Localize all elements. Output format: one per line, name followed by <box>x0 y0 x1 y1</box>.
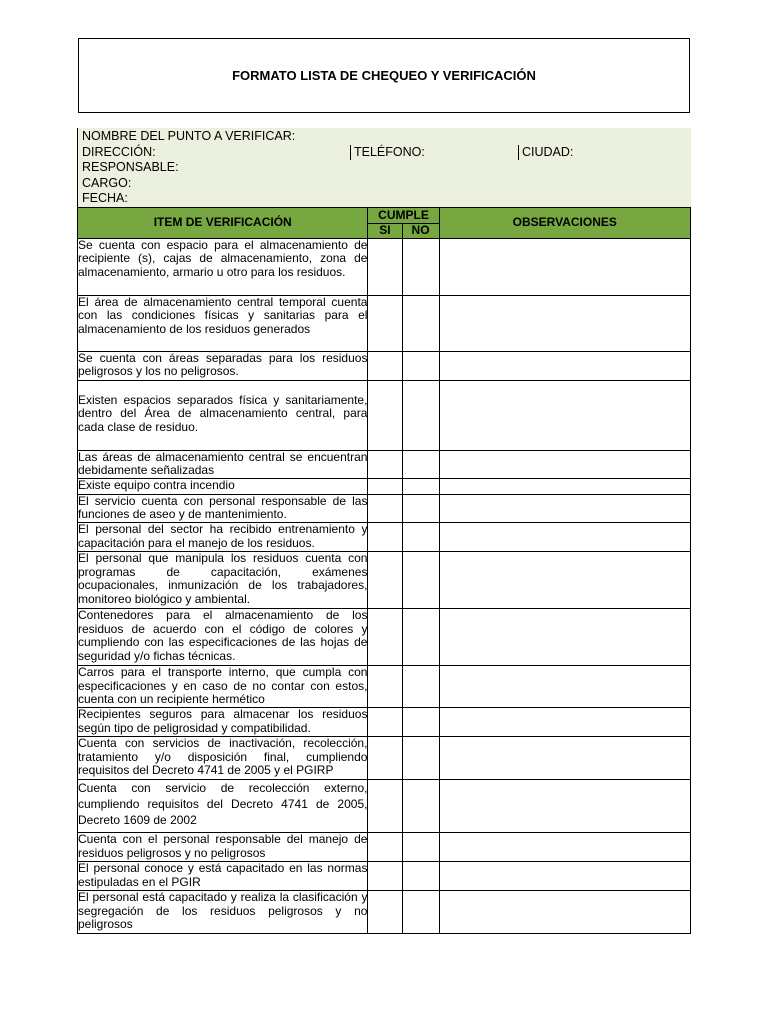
no-checkbox-cell[interactable] <box>402 522 439 551</box>
item-text: El personal del sector ha recibido entrenamiento y capacitación para el manejo de los residuos. <box>78 521 368 550</box>
si-checkbox-cell[interactable] <box>368 608 402 665</box>
checklist-body <box>78 238 691 933</box>
item-text: Se cuenta con áreas separadas para los residuos peligrosos y los no peligrosos. <box>78 350 368 379</box>
observaciones-cell[interactable] <box>439 707 690 736</box>
table-row <box>78 238 691 295</box>
fecha-line <box>82 191 691 207</box>
si-checkbox-cell[interactable] <box>368 380 402 450</box>
no-checkbox-cell[interactable] <box>402 890 439 933</box>
table-row <box>78 450 691 478</box>
si-checkbox-cell[interactable] <box>368 832 402 861</box>
cumple-column-header: CUMPLE <box>368 208 439 224</box>
observaciones-cell[interactable] <box>439 861 690 890</box>
ciudad-label: CIUDAD: <box>518 145 573 161</box>
item-column-header: ITEM DE VERIFICACIÓN <box>78 208 368 239</box>
si-checkbox-cell[interactable] <box>368 238 402 295</box>
item-text: El servicio cuenta con personal responsable de las funciones de aseo y de mantenimiento. <box>78 493 368 522</box>
item-text: El área de almacenamiento central temporal cuenta con las condiciones físicas y sanitarias para el almacenamiento de los residuos generados <box>78 295 368 351</box>
si-checkbox-cell[interactable] <box>368 478 402 494</box>
direccion-line <box>82 145 691 161</box>
item-text: Cuenta con servicios de inactivación, recolección, tratamiento y/o disposición final, cumpliendo requisitos del Decreto 4741 de 2005 y el PGIRP <box>78 736 368 779</box>
item-text: El personal conoce y está capacitado en las normas estipuladas en el PGIR <box>78 860 368 889</box>
item-text: Contenedores para el almacenamiento de los residuos de acuerdo con el código de colores y cumpliendo con las especificaciones de las hojas de seguridad y/o fichas técnicas. <box>78 608 368 665</box>
table-row <box>78 736 691 779</box>
no-checkbox-cell[interactable] <box>402 707 439 736</box>
no-checkbox-cell[interactable] <box>402 861 439 890</box>
no-checkbox-cell[interactable] <box>402 450 439 478</box>
observaciones-cell[interactable] <box>439 238 690 295</box>
table-row <box>78 494 691 522</box>
si-checkbox-cell[interactable] <box>368 450 402 478</box>
observaciones-cell[interactable] <box>439 832 690 861</box>
table-row <box>78 295 691 351</box>
observaciones-cell[interactable] <box>439 608 690 665</box>
observaciones-cell[interactable] <box>439 522 690 551</box>
si-checkbox-cell[interactable] <box>368 890 402 933</box>
item-text: El personal que manipula los residuos cuenta con programas de capacitación, exámenes ocupacionales, inmunización de los trabajadores, monitoreo biológico y ambiental. <box>78 551 368 608</box>
table-row <box>78 478 691 494</box>
si-checkbox-cell[interactable] <box>368 736 402 779</box>
observaciones-cell[interactable] <box>439 890 690 933</box>
table-row <box>78 351 691 380</box>
table-row <box>78 707 691 736</box>
direccion-label: DIRECCIÓN: <box>82 144 156 159</box>
info-header <box>77 128 691 207</box>
item-text: Las áreas de almacenamiento central se encuentran debidamente señalizadas <box>78 449 368 478</box>
no-checkbox-cell[interactable] <box>402 295 439 351</box>
checklist-table <box>77 207 691 934</box>
telefono-label: TELÉFONO: <box>350 145 425 161</box>
table-row <box>78 551 691 608</box>
table-row <box>78 832 691 861</box>
si-checkbox-cell[interactable] <box>368 522 402 551</box>
si-checkbox-cell[interactable] <box>368 861 402 890</box>
si-column-header: SI <box>368 224 402 239</box>
responsable-line <box>82 160 691 176</box>
no-checkbox-cell[interactable] <box>402 779 439 832</box>
responsable-label: RESPONSABLE: <box>82 160 179 174</box>
observaciones-cell[interactable] <box>439 351 690 380</box>
no-checkbox-cell[interactable] <box>402 351 439 380</box>
item-text: Cuenta con servicio de recolección externo, cumpliendo requisitos del Decreto 4741 de 2005, Decreto 1609 de 2002 <box>78 779 368 832</box>
observaciones-cell[interactable] <box>439 665 690 707</box>
no-checkbox-cell[interactable] <box>402 238 439 295</box>
observaciones-cell[interactable] <box>439 551 690 608</box>
document-title: FORMATO LISTA DE CHEQUEO Y VERIFICACIÓN <box>232 68 536 83</box>
nombre-line <box>82 129 691 145</box>
table-header-row <box>78 208 691 224</box>
no-checkbox-cell[interactable] <box>402 494 439 522</box>
observaciones-cell[interactable] <box>439 779 690 832</box>
item-text: El personal está capacitado y realiza la clasificación y segregación de los residuos peligrosos y no peligrosos <box>78 890 368 933</box>
nombre-label: NOMBRE DEL PUNTO A VERIFICAR: <box>82 129 296 143</box>
si-checkbox-cell[interactable] <box>368 551 402 608</box>
si-checkbox-cell[interactable] <box>368 665 402 707</box>
observaciones-cell[interactable] <box>439 295 690 351</box>
item-text: Existen espacios separados física y sanitariamente, dentro del Área de almacenamiento central, para cada clase de residuo. <box>78 380 368 450</box>
no-checkbox-cell[interactable] <box>402 832 439 861</box>
cargo-label: CARGO: <box>82 175 132 190</box>
si-checkbox-cell[interactable] <box>368 707 402 736</box>
table-row <box>78 522 691 551</box>
observaciones-cell[interactable] <box>439 494 690 522</box>
document-title-box <box>78 38 690 113</box>
item-text: Se cuenta con espacio para el almacenamiento de recipiente (s), cajas de almacenamiento, zona de almacenamiento, armario u otro para los residuos. <box>78 238 368 295</box>
fecha-label: FECHA: <box>82 191 128 205</box>
si-checkbox-cell[interactable] <box>368 779 402 832</box>
item-text: Existe equipo contra incendio <box>78 478 368 494</box>
table-row <box>78 861 691 890</box>
table-row <box>78 380 691 450</box>
si-checkbox-cell[interactable] <box>368 295 402 351</box>
table-row <box>78 779 691 832</box>
cargo-line <box>82 176 691 192</box>
no-checkbox-cell[interactable] <box>402 380 439 450</box>
no-checkbox-cell[interactable] <box>402 551 439 608</box>
si-checkbox-cell[interactable] <box>368 494 402 522</box>
si-checkbox-cell[interactable] <box>368 351 402 380</box>
no-checkbox-cell[interactable] <box>402 478 439 494</box>
observaciones-column-header: OBSERVACIONES <box>439 208 690 239</box>
no-checkbox-cell[interactable] <box>402 665 439 707</box>
no-checkbox-cell[interactable] <box>402 736 439 779</box>
observaciones-cell[interactable] <box>439 736 690 779</box>
observaciones-cell[interactable] <box>439 450 690 478</box>
observaciones-cell[interactable] <box>439 478 690 494</box>
no-column-header: NO <box>402 224 439 239</box>
table-row <box>78 608 691 665</box>
item-text: Carros para el transporte interno, que cumpla con especificaciones y en caso de no contar con estos, cuenta con un recipiente hermético <box>78 664 368 707</box>
item-text: Recipientes seguros para almacenar los residuos según tipo de peligrosidad y compatibilidad. <box>78 706 368 735</box>
item-text: Cuenta con el personal responsable del manejo de residuos peligrosos y no peligrosos <box>78 831 368 860</box>
table-row <box>78 890 691 933</box>
no-checkbox-cell[interactable] <box>402 608 439 665</box>
table-row <box>78 665 691 707</box>
observaciones-cell[interactable] <box>439 380 690 450</box>
